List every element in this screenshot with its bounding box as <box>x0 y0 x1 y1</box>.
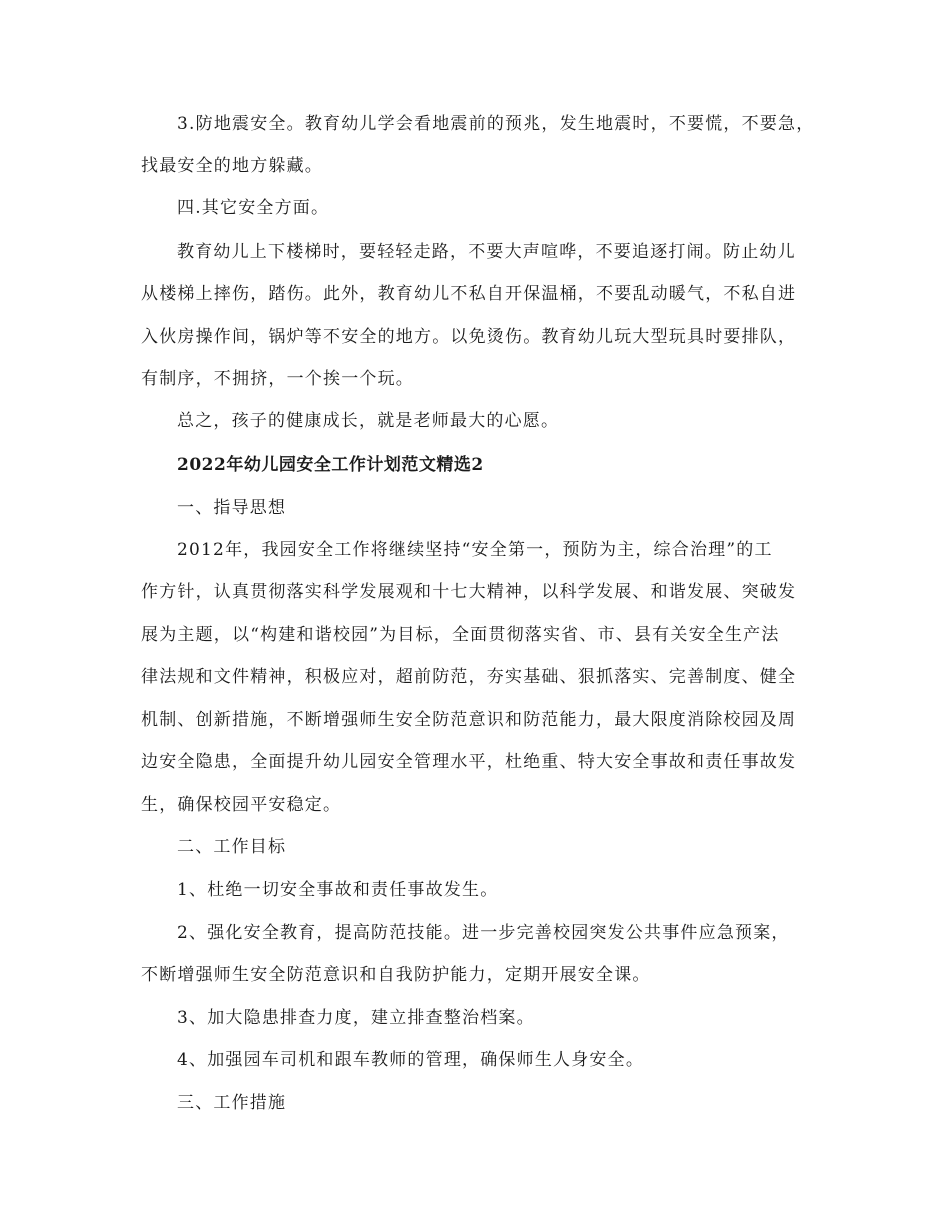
paragraph-stairs-safety-cont-2: 入伙房操作间，锅炉等不安全的地方。以免烫伤。教育幼儿玩大型玩具时要排队， <box>141 327 797 347</box>
paragraph-guiding-ideology-cont-5: 边安全隐患，全面提升幼儿园安全管理水平，杜绝重、特大安全事故和责任事故发 <box>141 752 797 772</box>
paragraph-guiding-ideology-cont-2: 展为主题，以“构建和谐校园”为目标，全面贯彻落实省、市、县有关安全生产法 <box>141 625 780 645</box>
paragraph-stairs-safety-cont-3: 有制序，不拥挤，一个挨一个玩。 <box>141 369 414 389</box>
list-item-goal-1: 1、杜绝一切安全事故和责任事故发生。 <box>177 880 499 900</box>
list-item-goal-4: 4、加强园车司机和跟车教师的管理，确保师生人身安全。 <box>177 1050 645 1070</box>
paragraph-guiding-ideology-cont-3: 律法规和文件精神，积极应对，超前防范，夯实基础、狠抓落实、完善制度、健全 <box>141 667 797 687</box>
section-heading-plan-2: 2022年幼儿园安全工作计划范文精选2 <box>177 455 484 475</box>
paragraph-guiding-ideology-cont-1: 作方针，认真贯彻落实科学发展观和十七大精神，以科学发展、和谐发展、突破发 <box>141 582 797 602</box>
paragraph-earthquake-safety: 3.防地震安全。教育幼儿学会看地震前的预兆，发生地震时，不要慌，不要急， <box>177 114 815 134</box>
section-work-measures: 三、工作措施 <box>177 1093 287 1113</box>
section-guiding-ideology: 一、指导思想 <box>177 498 287 518</box>
paragraph-summary: 总之，孩子的健康成长，就是老师最大的心愿。 <box>177 411 560 431</box>
paragraph-guiding-ideology-cont-4: 机制、创新措施，不断增强师生安全防范意识和防范能力，最大限度消除校园及周 <box>141 710 797 730</box>
section-other-safety: 四.其它安全方面。 <box>177 198 330 218</box>
paragraph-guiding-ideology: 2012年，我园安全工作将继续坚持“安全第一，预防为主，综合治理”的工 <box>177 540 773 560</box>
list-item-goal-2-cont: 不断增强师生安全防范意识和自我防护能力，定期开展安全课。 <box>141 965 651 985</box>
paragraph-stairs-safety: 教育幼儿上下楼梯时，要轻轻走路，不要大声喧哗，不要追逐打闹。防止幼儿 <box>177 242 796 262</box>
list-item-goal-3: 3、加大隐患排查力度，建立排查整治档案。 <box>177 1008 535 1028</box>
paragraph-stairs-safety-cont-1: 从楼梯上摔伤，踏伤。此外，教育幼儿不私自开保温桶，不要乱动暖气，不私自进 <box>141 284 797 304</box>
paragraph-guiding-ideology-cont-6: 生，确保校园平安稳定。 <box>141 795 342 815</box>
list-item-goal-2: 2、强化安全教育，提高防范技能。进一步完善校园突发公共事件应急预案， <box>177 923 790 943</box>
paragraph-earthquake-safety-cont: 找最安全的地方躲藏。 <box>141 156 323 176</box>
section-work-goals: 二、工作目标 <box>177 837 287 857</box>
